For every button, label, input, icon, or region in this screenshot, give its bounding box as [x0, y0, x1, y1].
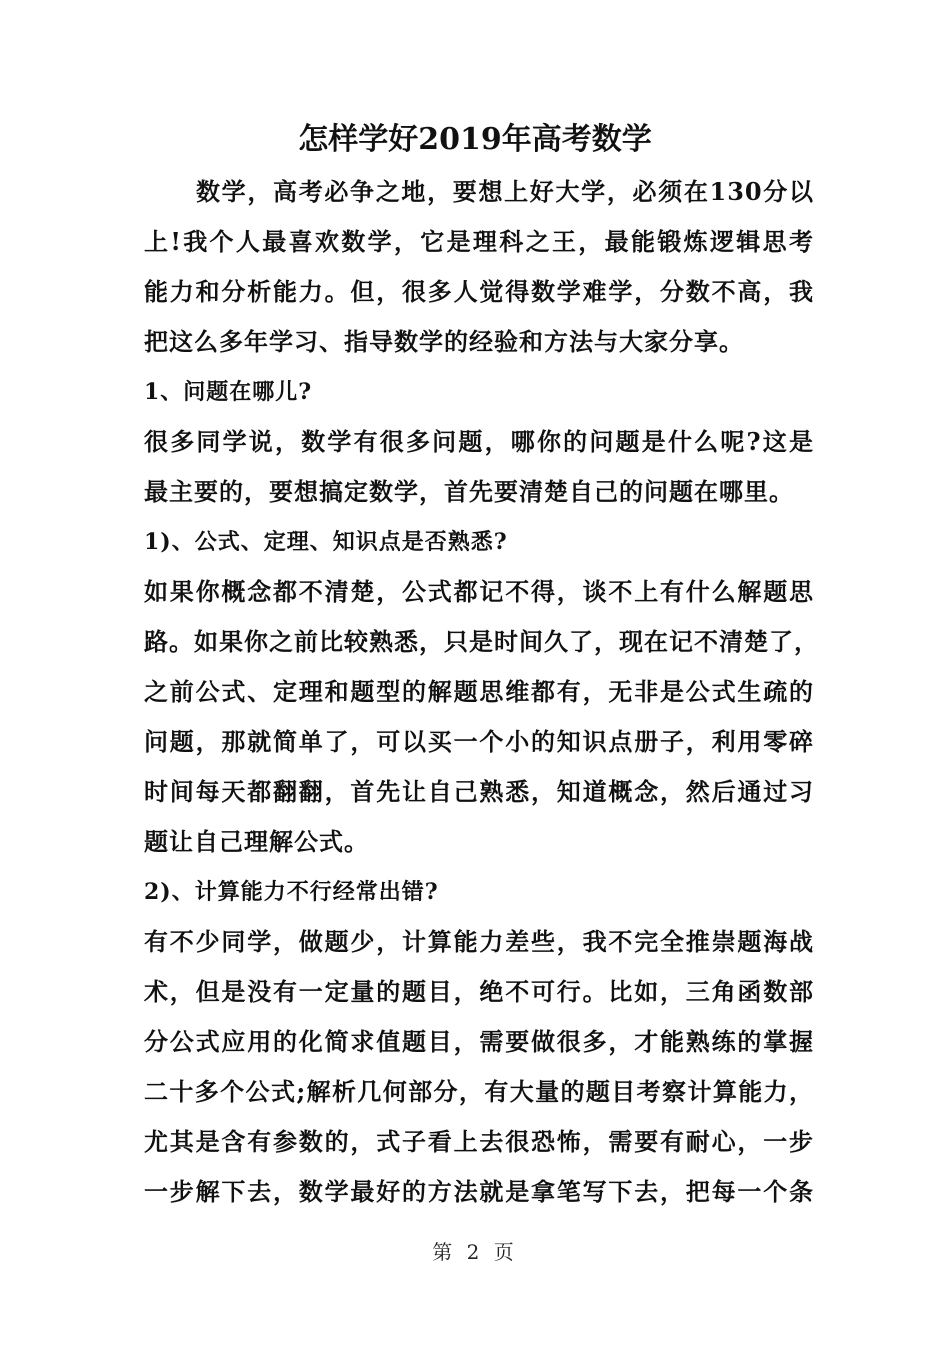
- paragraph-line: 分公式应用的化简求值题目，需要做很多，才能熟练的掌握: [144, 1027, 814, 1056]
- section-heading: 1、问题在哪儿?: [144, 379, 313, 405]
- paragraph-line: 有不少同学，做题少，计算能力差些，我不完全推崇题海战: [144, 927, 814, 956]
- paragraph-line: 术，但是没有一定量的题目，绝不可行。比如，三角函数部: [144, 977, 814, 1006]
- paragraph-line: 上!我个人最喜欢数学，它是理科之王，最能锻炼逻辑思考: [144, 227, 814, 256]
- paragraph-line: 题让自己理解公式。: [144, 827, 369, 856]
- subsection-heading: 1)、公式、定理、知识点是否熟悉?: [144, 529, 508, 555]
- paragraph-line: 把这么多年学习、指导数学的经验和方法与大家分享。: [144, 327, 744, 356]
- paragraph-line: 一步解下去，数学最好的方法就是拿笔写下去，把每一个条: [144, 1177, 814, 1206]
- paragraph-line: 问题，那就简单了，可以买一个小的知识点册子，利用零碎: [144, 727, 814, 756]
- paragraph-line: 路。如果你之前比较熟悉，只是时间久了，现在记不清楚了，: [144, 627, 819, 656]
- paragraph-line: 时间每天都翻翻，首先让自己熟悉，知道概念，然后通过习: [144, 777, 814, 806]
- paragraph-line: 能力和分析能力。但，很多人觉得数学难学，分数不高，我: [144, 277, 814, 306]
- paragraph-line: 数学，高考必争之地，要想上好大学，必须在130分以: [196, 177, 814, 206]
- subsection-heading: 2)、计算能力不行经常出错?: [144, 879, 439, 905]
- page-number: 第 2 页: [432, 1240, 518, 1264]
- paragraph-line: 最主要的，要想搞定数学，首先要清楚自己的问题在哪里。: [144, 477, 794, 506]
- paragraph-line: 很多同学说，数学有很多问题，哪你的问题是什么呢?这是: [144, 427, 814, 456]
- document-title: 怎样学好2019年高考数学: [298, 122, 652, 157]
- paragraph-line: 二十多个公式;解析几何部分，有大量的题目考察计算能力，: [144, 1077, 814, 1106]
- paragraph-line: 尤其是含有参数的，式子看上去很恐怖，需要有耐心，一步: [144, 1127, 814, 1156]
- paragraph-line: 之前公式、定理和题型的解题思维都有，无非是公式生疏的: [144, 677, 814, 706]
- paragraph-line: 如果你概念都不清楚，公式都记不得，谈不上有什么解题思: [144, 577, 814, 606]
